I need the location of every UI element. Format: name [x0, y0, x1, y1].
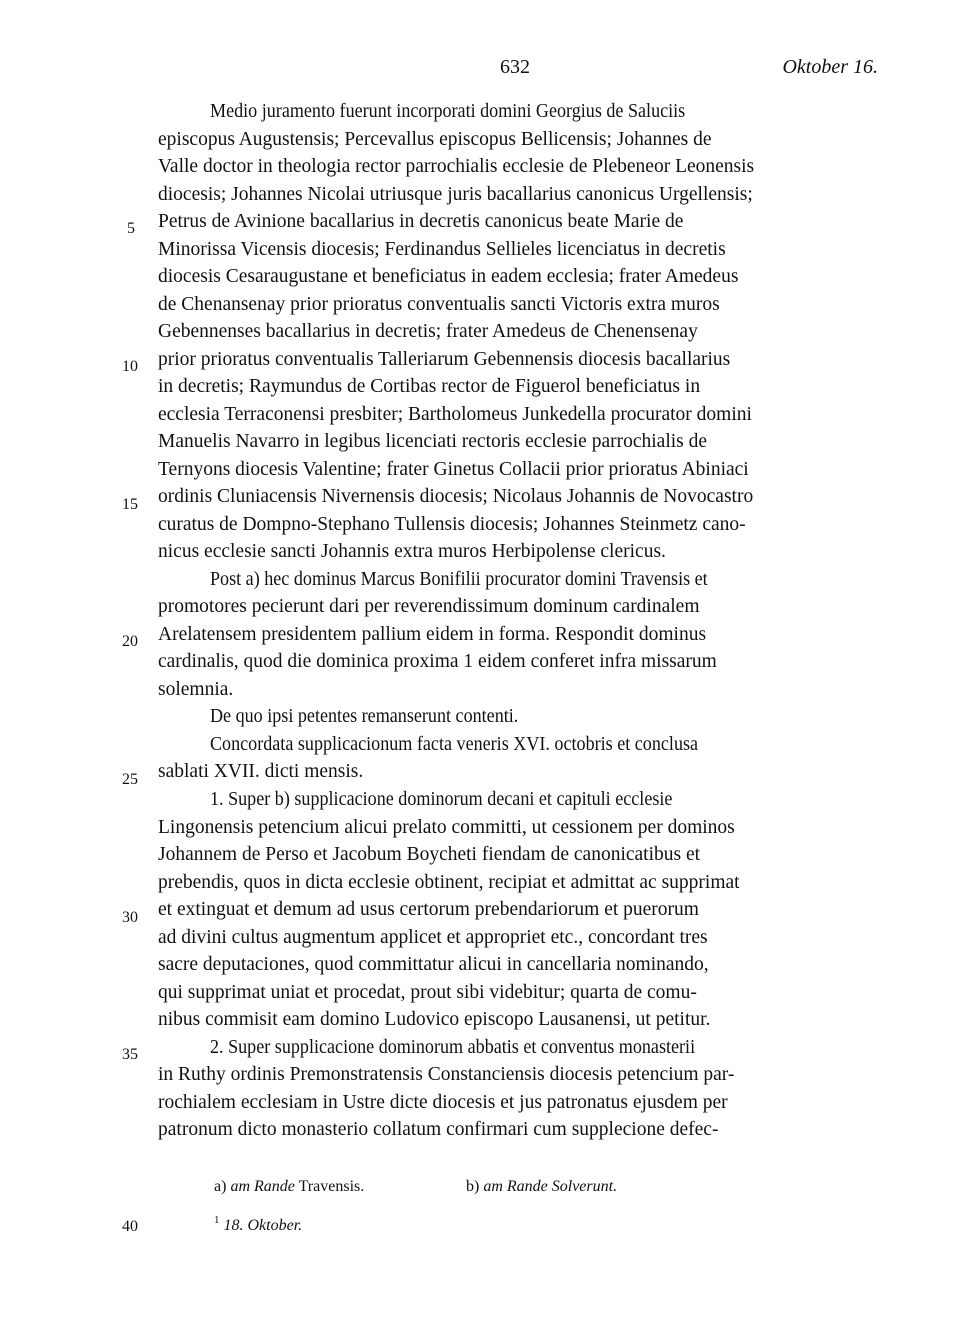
line-number: 15 — [122, 496, 138, 513]
text-line: Gebennenses bacallarius in decretis; frater Amedeus de Chenensenay — [158, 321, 698, 343]
line-number: 35 — [122, 1046, 138, 1063]
text-line: in Ruthy ordinis Premonstratensis Constanciensis diocesis petencium par- — [158, 1064, 735, 1086]
text-line: Petrus de Avinione bacallarius in decretis canonicus beate Marie de — [158, 211, 684, 233]
text-line: Ternyons diocesis Valentine; frater Ginetus Collacii prior prioratus Abiniaci — [158, 458, 749, 480]
running-title: Oktober 16. — [782, 56, 878, 78]
text-line: sacre deputaciones, quod committatur alicui in cancellaria nominando, — [158, 954, 709, 976]
line-number: 25 — [122, 771, 138, 788]
text-line: rochialem ecclesiam in Ustre dicte diocesis et jus patronatus ejusdem per — [158, 1091, 728, 1113]
text-line: prebendis, quos in dicta ecclesie obtinent, recipiat et admittat ac supprimat — [158, 871, 740, 893]
text-line: in decretis; Raymundus de Cortibas rector de Figuerol beneficiatus in — [158, 376, 701, 398]
text-line: Johannem de Perso et Jacobum Boycheti fiendam de canonicatibus et — [158, 844, 701, 866]
text-line: episcopus Augustensis; Percevallus episcopus Bellicensis; Johannes de — [158, 128, 712, 150]
text-line: nibus commisit eam domino Ludovico episcopo Lausanensi, ut petitur. — [158, 1009, 711, 1031]
text-line: de Chenansenay prior prioratus conventualis sancti Victoris extra muros — [158, 293, 720, 315]
text-line: Concordata supplicacionum facta veneris XVI. octobris et conclusa — [210, 733, 699, 755]
text-line: Manuelis Navarro in legibus licenciati rectoris ecclesie parrochialis de — [158, 431, 708, 453]
text-line: Arelatensem presidentem pallium eidem in forma. Respondit dominus — [158, 623, 707, 645]
line-number: 10 — [122, 358, 138, 375]
text-line: curatus de Dompno-Stephano Tullensis diocesis; Johannes Steinmetz cano- — [158, 513, 746, 535]
text-line: solemnia. — [158, 678, 234, 700]
text-line: cardinalis, quod die dominica proxima 1 eidem conferet infra missarum — [158, 651, 717, 673]
text-line: Lingonensis petencium alicui prelato committi, ut cessionem per dominos — [158, 816, 735, 838]
text-line: Minorissa Vicensis diocesis; Ferdinandus Sellieles licenciatus in decretis — [158, 238, 726, 260]
line-number: 20 — [122, 633, 138, 650]
text-line: De quo ipsi petentes remanserunt contenti. — [210, 706, 519, 728]
text-line: patronum dicto monasterio collatum confirmari cum supplecione defec- — [158, 1119, 719, 1141]
text-line: et extinguat et demum ad usus certorum prebendariorum et puerorum — [158, 899, 699, 921]
footnote-1: $^1$ 18. Oktober. — [214, 1214, 303, 1234]
text-line: Valle doctor in theologia rector parrochialis ecclesie de Plebeneor Leonensis — [158, 156, 755, 178]
text-line: diocesis; Johannes Nicolai utriusque juris bacallarius canonicus Urgellensis; — [158, 183, 753, 205]
footnote-b: b) am Rande Solverunt. — [466, 1178, 618, 1195]
page-header — [0, 56, 960, 86]
footnote-a: a) am Rande Travensis. — [214, 1178, 365, 1195]
text-line: prior prioratus conventualis Talleriarum Gebennensis diocesis bacallarius — [158, 348, 731, 370]
text-line: qui supprimat uniat et procedat, prout sibi videbitur; quarta de comu- — [158, 981, 697, 1003]
line-number: 30 — [122, 909, 138, 926]
text-line: nicus ecclesie sancti Johannis extra muros Herbipolense clericus. — [158, 541, 666, 563]
text-line: ecclesia Terraconensi presbiter; Bartholomeus Junkedella procurator domini — [158, 403, 752, 425]
text-line: ad divini cultus augmentum applicet et appropriet etc., concordant tres — [158, 926, 708, 948]
text-line: 2. Super supplicacione dominorum abbatis et conventus monasterii — [210, 1036, 696, 1058]
text-line: 1. Super b) supplicacione dominorum decani et capituli ecclesie — [210, 789, 673, 810]
text-line: diocesis Cesaraugustane et beneficiatus in eadem ecclesia; frater Amedeus — [158, 266, 739, 288]
line-number: 40 — [122, 1218, 138, 1235]
text-line: promotores pecierunt dari per reverendissimum dominum cardinalem — [158, 596, 700, 618]
text-line: sablati XVII. dicti mensis. — [158, 761, 364, 783]
text-line: Post a) hec dominus Marcus Bonifilii procurator domini Travensis et — [210, 568, 708, 590]
page-number: 632 — [500, 56, 530, 78]
text-line: Medio juramento fuerunt incorporati domini Georgius de Saluciis — [210, 101, 686, 122]
text-line: ordinis Cluniacensis Nivernensis diocesis; Nicolaus Johannis de Novocastro — [158, 486, 754, 508]
line-number: 5 — [127, 220, 135, 237]
